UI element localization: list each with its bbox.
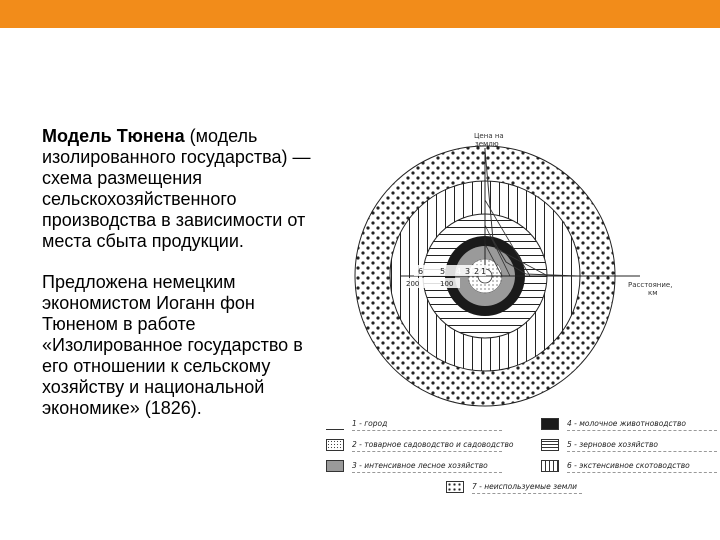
legend-swatch-hlines: [541, 439, 559, 451]
ring-number-3: 3: [465, 267, 471, 276]
ring-number-5: 5: [440, 267, 446, 276]
description-text: [42, 126, 332, 419]
legend-underline: [352, 451, 502, 452]
legend-item-grain: [541, 439, 711, 453]
legend-label: 1 - город: [352, 419, 388, 428]
model-name: Модель Тюнена: [42, 126, 185, 146]
legend-swatch-bigdots: [446, 481, 464, 493]
legend-swatch-plain: [326, 418, 344, 430]
legend-item-city: [326, 418, 516, 432]
legend-underline: [567, 472, 717, 473]
ring-number-2: 2: [474, 267, 480, 276]
legend-item-unused: [446, 481, 646, 495]
legend-item-dairy: [541, 418, 711, 432]
legend-item-gardening: [326, 439, 516, 453]
ring-number-4: 4: [456, 267, 462, 276]
legend-underline: [567, 430, 717, 431]
thunen-rings-diagram: [318, 128, 718, 413]
distance-axis-label-1: Расстояние,: [628, 281, 673, 289]
legend-swatch-dots: [326, 439, 344, 451]
legend-label: 4 - молочное животноводство: [567, 419, 686, 428]
legend: [326, 418, 706, 503]
price-axis-label-1: Цена на: [474, 132, 504, 140]
distance-label-200: 200: [406, 280, 420, 288]
legend-label: 6 - экстенсивное скотоводство: [567, 461, 690, 470]
legend-item-forestry: [326, 460, 516, 474]
legend-underline: [567, 451, 717, 452]
model-description: (модель изолированного государства) — схема размещения сельскохозяйственного производства в зависимости от места сбыта продукции.: [42, 126, 311, 251]
paragraph-1: [42, 126, 332, 252]
legend-item-ranching: [541, 460, 711, 474]
ring-number-6: 6: [418, 267, 424, 276]
legend-underline: [472, 493, 582, 494]
legend-label: 2 - товарное садоводство и садоводство: [352, 440, 514, 449]
legend-swatch-gray: [326, 460, 344, 472]
legend-swatch-black: [541, 418, 559, 430]
paragraph-2: Предложена немецким экономистом Иоганн фон Тюненом в работе «Изолированное государство в его отношении к сельскому хозяйству и национальной экономике» (1826).: [42, 272, 303, 418]
legend-underline: [352, 430, 502, 431]
legend-label: 7 - неиспользуемые земли: [472, 482, 578, 491]
top-accent-bar: [0, 0, 720, 28]
distance-axis-label-2: км: [648, 289, 658, 297]
distance-label-100: 100: [440, 280, 454, 288]
legend-swatch-vlines: [541, 460, 559, 472]
ring-number-1: 1: [481, 267, 487, 276]
price-axis-label-2: землю: [475, 140, 499, 148]
legend-underline: [352, 472, 502, 473]
legend-label: 5 - зерновое хозяйство: [567, 440, 659, 449]
legend-label: 3 - интенсивное лесное хозяйство: [352, 461, 488, 470]
